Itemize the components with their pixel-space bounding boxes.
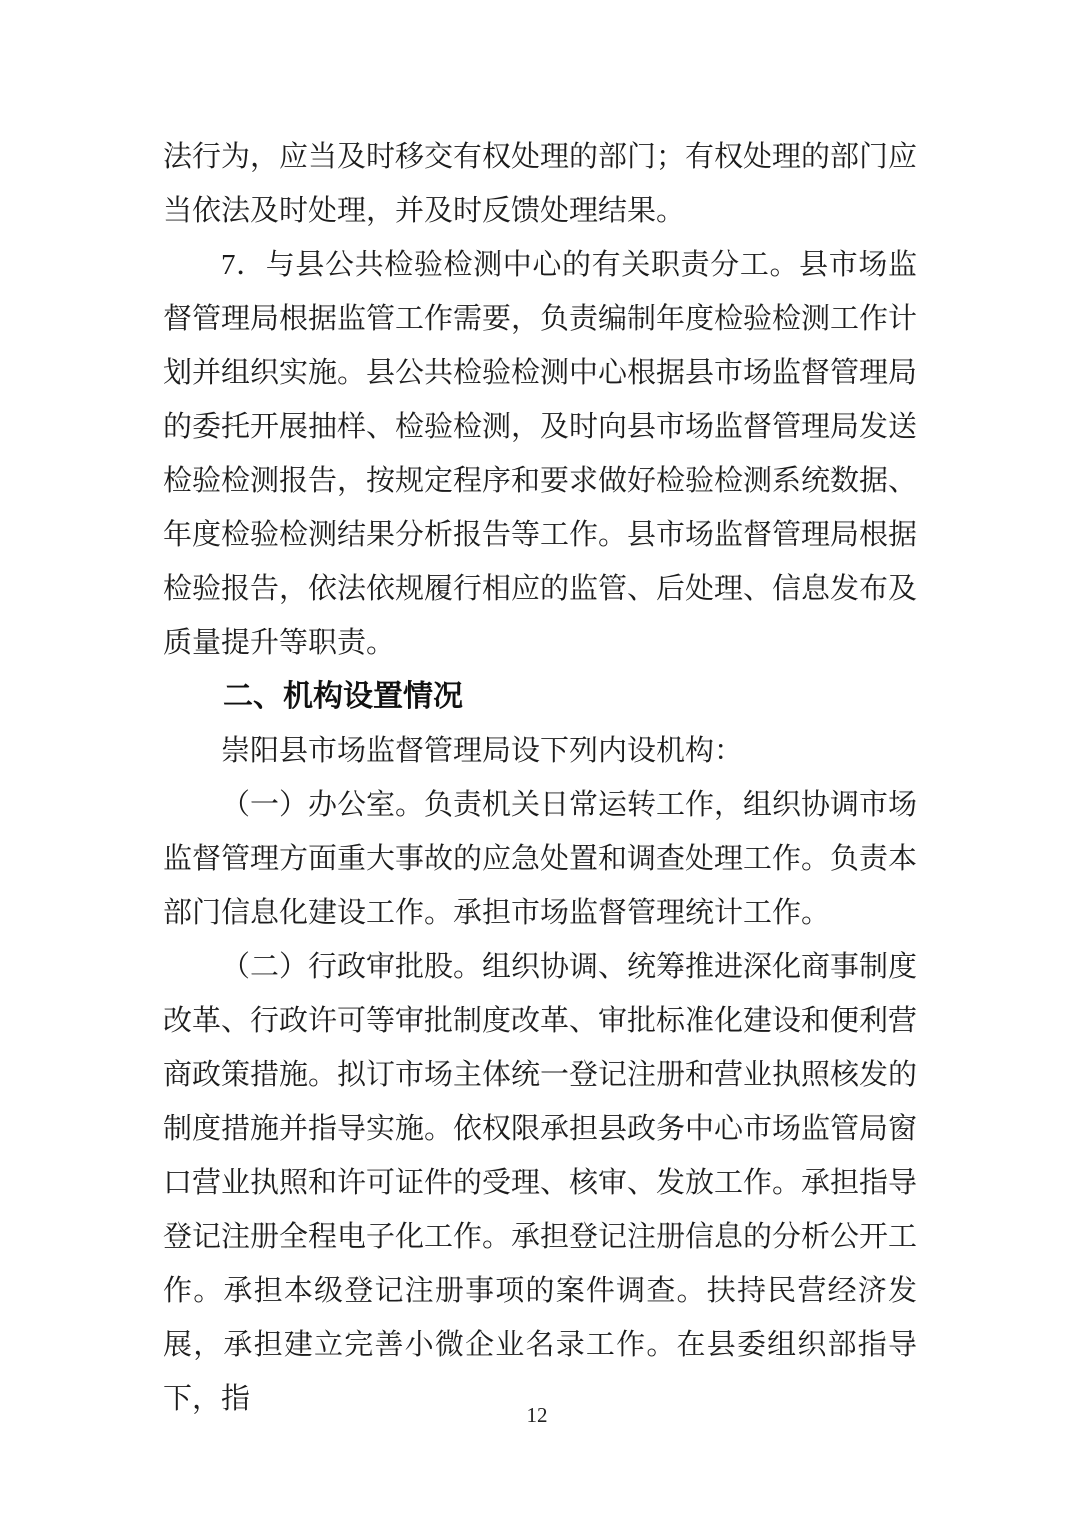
page-number: 12 [526, 1403, 548, 1427]
page-content [163, 130, 917, 1426]
paragraph-intro: 崇阳县市场监督管理局设下列内设机构： [221, 735, 744, 767]
paragraph-continuation: 法行为，应当及时移交有权处理的部门；有权处理的部门应当依法及时处理，并及时反馈处理结果。 [163, 141, 918, 227]
paragraph-item-office: （一）办公室。负责机关日常运转工作，组织协调市场监督管理方面重大事故的应急处置和调查处理工作。负责本部门信息化建设工作。承担市场监督管理统计工作。 [163, 789, 918, 929]
paragraph-item-administrative-approval: （二）行政审批股。组织协调、统筹推进深化商事制度改革、行政许可等审批制度改革、审批标准化建设和便利营商政策措施。拟订市场主体统一登记注册和营业执照核发的制度措施并指导实施。依权限承担县政务中心市场监管局窗口营业执照和许可证件的受理、核审、发放工作。承担指导登记注册全程电子化工作。承担登记注册信息的分析公开工作。承担本级登记注册事项的案件调查。扶持民营经济发展，承担建立完善小微企业名录工作。在县委组织部指导下，指 [163, 951, 918, 1415]
section-heading: 二、机构设置情况 [223, 680, 463, 713]
paragraph-item-7: 7．与县公共检验检测中心的有关职责分工。县市场监督管理局根据监管工作需要，负责编制年度检验检测工作计划并组织实施。县公共检验检测中心根据县市场监督管理局的委托开展抽样、检验检测，及时向县市场监督管理局发送检验检测报告，按规定程序和要求做好检验检测系统数据、年度检验检测结果分析报告等工作。县市场监督管理局根据检验报告，依法依规履行相应的监管、后处理、信息发布及质量提升等职责。 [163, 249, 918, 659]
